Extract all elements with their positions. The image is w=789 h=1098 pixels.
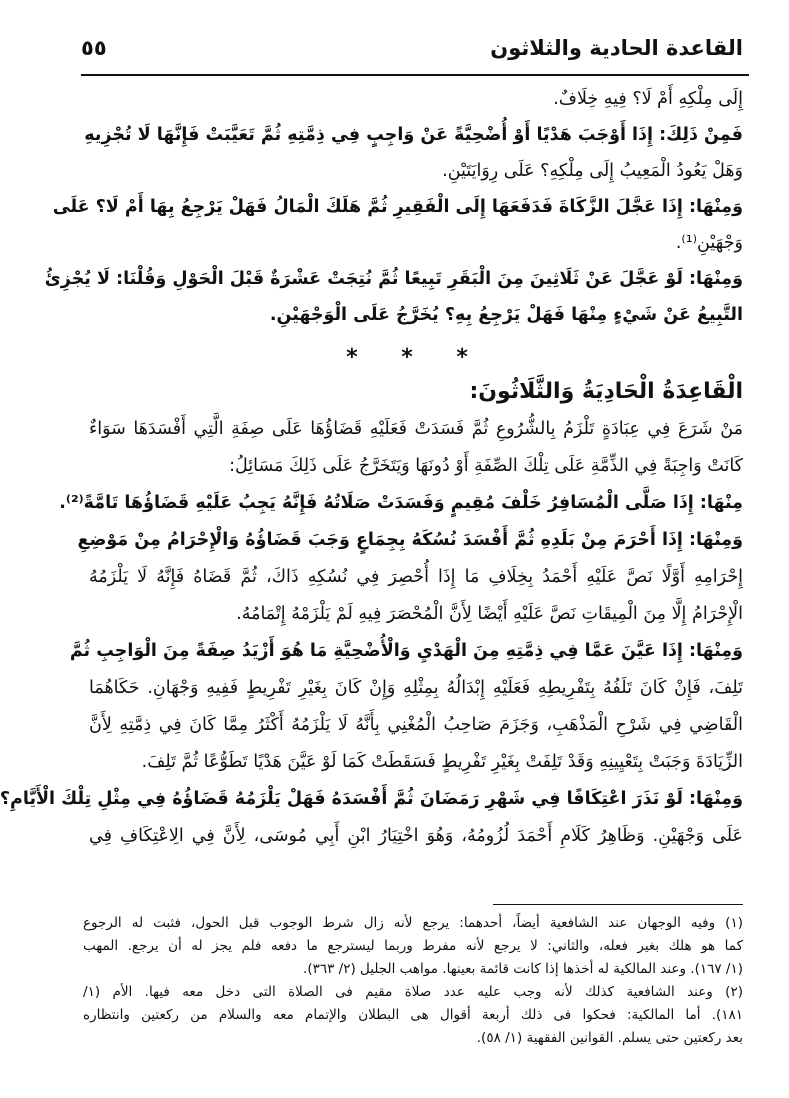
text-line: وَجْهَيْنِ⁽¹⁾.: [675, 233, 743, 253]
text-line: إِلَى مِلْكِهِ أَمْ لَا؟ فِيهِ خِلَافٌ.: [553, 89, 743, 109]
running-title: القاعدة الحادية والثلاثون: [490, 36, 743, 60]
footnote-line: (١) وفيه الوجهان عند الشافعية أيضاً، أحدهما: يرجع لأنه زال شرط الوجوب قبل الحول، فثبت له الرجوع: [83, 915, 743, 931]
text-line: الْإِحْرَامُ إِلَّا مِنَ الْمِيقَاتِ نَصَّ عَلَيْهِ أَيْضًا لِأَنَّ الْمُحْصَرَ فِيهِ لَمْ يَلْزَمْهُ إِتْمَامُهُ.: [236, 604, 743, 624]
text-line: الْقَاضِي فِي شَرْحِ الْمَذْهَبِ، وَجَزَمَ صَاحِبُ الْمُغْنِي بِأَنَّهُ لَا يَلْزَمُهُ أَكْثَرُ مِمَّا كَانَ فِي ذِمَّتِهِ لِأَنَّ: [89, 715, 743, 735]
section-separator: * * *: [346, 345, 486, 370]
text-line: إِحْرَامِهِ أَوَّلًا نَصَّ عَلَيْهِ أَحْمَدُ بِخِلَافِ مَا إِذَا أُحْصِرَ فِي نُسُكِهِ ذَاكَ، ثُمَّ قَضَاهُ فَإِنَّهُ لَا يَلْزَمُهُ: [89, 567, 743, 587]
text-line: عَلَى وَجْهَيْنِ. وَظَاهِرُ كَلَامِ أَحْمَدَ لُزُومُهُ، وَهُوَ اخْتِيَارُ ابْنِ أَبِي مُوسَى، لِأَنَّ فِي الِاعْتِكَافِ فِي: [89, 826, 743, 846]
page-header: [81, 36, 743, 70]
header-rule: [81, 74, 749, 76]
text-line: وَهَلْ يَعُودُ الْمَعِيبُ إِلَى مِلْكِهِ؟ عَلَى رِوَايَتَيْنِ.: [442, 161, 743, 181]
text-line: مَنْ شَرَعَ فِي عِبَادَةٍ تَلْزَمُ بِالشُّرُوعِ ثُمَّ فَسَدَتْ فَعَلَيْهِ قَضَاؤُهَا عَلَى صِفَةِ الَّتِي أَفْسَدَهَا سَوَاءٌ: [89, 419, 743, 439]
text-line: مِنْهَا: إِذَا صَلَّى الْمُسَافِرُ خَلْفَ مُقِيمٍ وَفَسَدَتْ صَلَاتُهُ فَإِنَّهُ يَجِبُ عَلَيْهِ قَضَاؤُهَا تَامَّةً⁽²⁾.: [59, 493, 743, 513]
text-line: وَمِنْهَا: إِذَا أَحْرَمَ مِنْ بَلَدِهِ ثُمَّ أَفْسَدَ نُسُكَهُ بِجِمَاعٍ وَجَبَ قَضَاؤُهُ وَالْإِحْرَامُ مِنْ مَوْضِعِ: [77, 530, 743, 550]
text-line: وَمِنْهَا: لَوْ عَجَّلَ عَنْ ثَلَاثِينَ مِنَ الْبَقَرِ تَبِيعًا ثُمَّ نُتِجَتْ عَشْرَةٌ قَبْلَ الْحَوْلِ وَقُلْنَا: لَا يُجْزِئُ: [44, 269, 743, 289]
text-line: وَمِنْهَا: لَوْ نَذَرَ اعْتِكَافًا فِي شَهْرِ رَمَضَانَ ثُمَّ أَفْسَدَهُ فَهَلْ يَلْزَمُهُ قَضَاؤُهُ فِي مِثْلِ تِلْكَ الْأَيَّامِ؟: [0, 789, 743, 809]
text-line: وَمِنْهَا: إِذَا عَيَّنَ عَمَّا فِي ذِمَّتِهِ مِنَ الْهَدْيِ وَالْأُضْحِيَّةِ مَا هُوَ أَزْيَدُ صِفَةً مِنَ الْوَاجِبِ ثُمَّ: [69, 641, 743, 661]
text-line: التَّبِيعُ عَنْ شَيْءٍ مِنْهَا فَهَلْ يَرْجِعُ بِهِ؟ يُخَرَّجُ عَلَى الْوَجْهَيْنِ.: [269, 305, 743, 325]
footnote-line: كما هو هلك بغير فعله، والثاني: لا يرجع لأنه مفرط وربما ليسترجع ما دفعه فلم يجز له أن يرجع. المهب: [83, 938, 743, 954]
text-line: وَمِنْهَا: إِذَا عَجَّلَ الزَّكَاةَ فَدَفَعَهَا إِلَى الْفَقِيرِ ثُمَّ هَلَكَ الْمَالُ فَهَلْ يَرْجِعُ بِهَا أَمْ لَا؟ عَلَى: [52, 197, 743, 217]
footnote-rule: [493, 904, 743, 905]
text-line: فَمِنْ ذَلِكَ: إِذَا أَوْجَبَ هَدْيًا أَوْ أُضْحِيَّةً عَنْ وَاجِبٍ فِي ذِمَّتِهِ ثُمَّ تَعَيَّبَتْ فَإِنَّهَا لَا تُجْزِيهِ: [84, 125, 743, 145]
footnote-line: (٢) وعند الشافعية كذلك لأنه وجب عليه عدد صلاة مقيم فى الصلاة التى دخل معه فيها. الأم (١/: [83, 984, 743, 1000]
footnote-line: بعد ركعتين حتى يسلم. القوانين الفقهية (١/ ٥٨).: [476, 1030, 743, 1046]
text-line: تَلِفَ، فَإِنْ كَانَ تَلَفُهُ بِتَفْرِيطِهِ فَعَلَيْهِ إِبْدَالُهُ بِمِثْلِهِ وَإِنْ كَانَ بِغَيْرِ تَفْرِيطٍ فَفِيهِ وَجْهَانِ. حَكَاهُمَا: [89, 678, 743, 698]
text-line: كَانَتْ وَاجِبَةً فِي الذِّمَّةِ عَلَى تِلْكَ الصِّفَةِ أَوْ دُونَهَا وَيَتَخَرَّجُ عَلَى ذَلِكَ مَسَائِلُ:: [229, 456, 743, 476]
text-line: الزِّيَادَةَ وَجَبَتْ بِتَعْيِينِهِ وَقَدْ تَلِفَتْ بِغَيْرِ تَفْرِيطٍ فَسَقَطَتْ كَمَا لَوْ عَيَّنَ هَدْيًا تَطَوُّعًا ثُمَّ تَلِفَ.: [141, 752, 743, 772]
footnote-line: (١/ ١٦٧). وعند المالكية له أخذها إذا كانت قائمة بعينها. مواهب الجليل (٢/ ٣٦٣).: [303, 961, 743, 977]
footnote-line: ١٨١). أما المالكية: فحكوا فى ذلك أربعة أقوال هى البطلان والإتمام معه والسلام من ركعتين وانتظاره: [83, 1007, 743, 1023]
section-title: الْقَاعِدَةُ الْحَادِيَةُ وَالثَّلَاثُونَ:: [469, 379, 743, 404]
page-number: ٥٥: [81, 36, 107, 60]
